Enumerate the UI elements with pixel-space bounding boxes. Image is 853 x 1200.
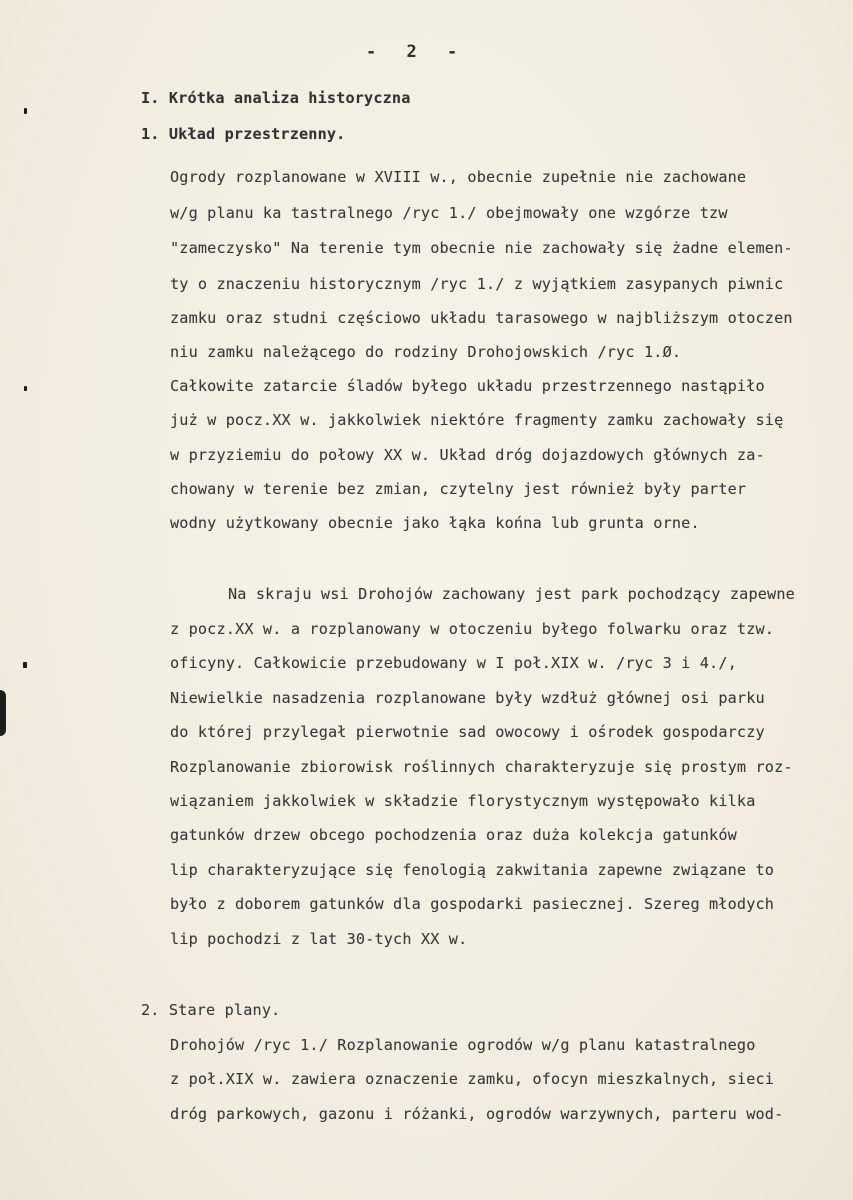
para1-line: Ogrody rozplanowane w XVIII w., obecnie zupełnie nie zachowane: [170, 168, 747, 186]
para1-line: niu zamku należącego do rodziny Drohojowskich /ryc 1.Ø.: [170, 343, 682, 361]
para1-line: Całkowite zatarcie śladów byłego układu przestrzennego nastąpiło: [170, 377, 765, 395]
para1-line: wodny użytkowany obecnie jako łąka końna lub grunta orne.: [170, 514, 700, 532]
para2-line: lip pochodzi z lat 30-tych XX w.: [170, 930, 468, 948]
para1-line: zamku oraz studni częściowo układu tarasowego w najbliższym otoczen: [170, 309, 793, 327]
para1-line: "zameczysko" Na terenie tym obecnie nie zachowały się żadne elemen-: [170, 239, 793, 257]
page-number: - 2 -: [366, 42, 468, 62]
section2-line: dróg parkowych, gazonu i różanki, ogrodów warzywnych, parteru wod-: [170, 1105, 784, 1123]
para2-line: gatunków drzew obcego pochodzenia oraz duża kolekcja gatunków: [170, 826, 737, 844]
section1-title: 1. Układ przestrzenny.: [141, 125, 346, 143]
para2-line: Na skraju wsi Drohojów zachowany jest park pochodzący zapewne: [228, 585, 795, 603]
para2-line: Niewielkie nasadzenia rozplanowane były wzdłuż głównej osi parku: [170, 689, 765, 707]
para2-line: oficyny. Całkowicie przebudowany w I poł.XIX w. /ryc 3 i 4./,: [170, 654, 737, 672]
section2-title: 2. Stare plany.: [141, 1001, 281, 1019]
para2-line: lip charakteryzujące się fenologią zakwitania zapewne związane to: [170, 861, 775, 879]
para1-line: już w pocz.XX w. jakkolwiek niektóre fragmenty zamku zachowały się: [170, 411, 784, 429]
para2-line: Rozplanowanie zbiorowisk roślinnych charakteryzuje się prostym roz-: [170, 758, 793, 776]
para1-line: w/g planu ka tastralnego /ryc 1./ obejmowały one wzgórze tzw: [170, 204, 728, 222]
margin-mark: [24, 108, 27, 114]
binder-hole-mark: [0, 690, 6, 736]
para2-line: do której przylegał pierwotnie sad owocowy i ośrodek gospodarczy: [170, 723, 765, 741]
para1-line: chowany w terenie bez zmian, czytelny jest również były parter: [170, 480, 747, 498]
margin-mark: [23, 662, 27, 668]
para1-line: w przyziemiu do połowy XX w. Układ dróg dojazdowych głównych za-: [170, 446, 765, 464]
main-heading: I. Krótka analiza historyczna: [141, 89, 411, 107]
section2-line: z poł.XIX w. zawiera oznaczenie zamku, ofocyn mieszkalnych, sieci: [170, 1070, 775, 1088]
section2-line: Drohojów /ryc 1./ Rozplanowanie ogrodów w/g planu katastralnego: [170, 1036, 756, 1054]
para2-line: wiązaniem jakkolwiek w składzie florystycznym występowało kilka: [170, 792, 756, 810]
margin-mark: [24, 386, 27, 391]
para2-line: z pocz.XX w. a rozplanowany w otoczeniu byłego folwarku oraz tzw.: [170, 620, 775, 638]
para2-line: było z doborem gatunków dla gospodarki pasiecznej. Szereg młodych: [170, 895, 775, 913]
para1-line: ty o znaczeniu historycznym /ryc 1./ z wyjątkiem zasypanych piwnic: [170, 275, 784, 293]
